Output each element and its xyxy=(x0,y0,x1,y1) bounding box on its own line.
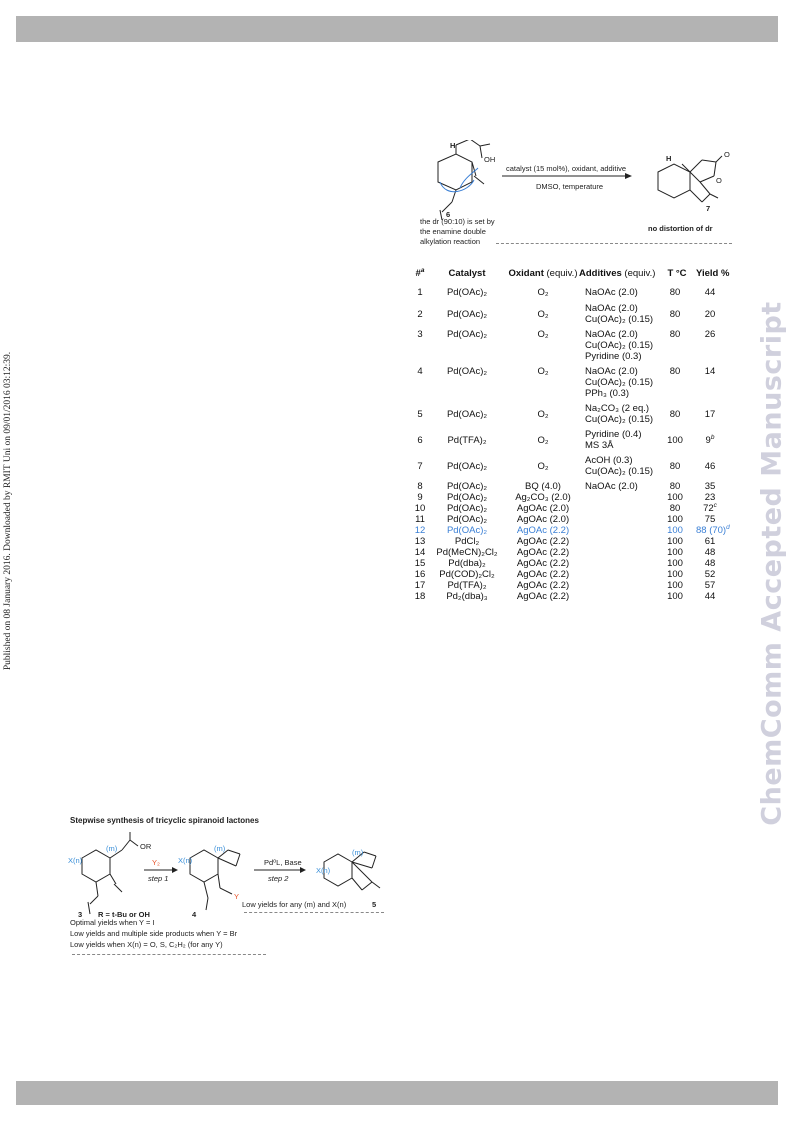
additive-line: Na₂CO₃ (2 eq.) xyxy=(585,403,650,414)
entry-number: 9 xyxy=(417,492,423,503)
catalyst-cell: Pd(COD)₂Cl₂ xyxy=(439,569,495,580)
reaction-scheme-top xyxy=(420,140,770,255)
oxidant-cell: AgOAc (2.2) xyxy=(516,536,570,547)
step2-label: step 2 xyxy=(268,874,289,883)
step1-reagent: Y₂ xyxy=(152,858,160,867)
yield-footnote: d xyxy=(726,524,730,531)
catalyst-cell: Pd(dba)₂ xyxy=(448,558,486,569)
catalyst-cell: Pd(OAc)₂ xyxy=(446,525,488,536)
yield-cell: 88 $(70)^d$ xyxy=(696,524,730,536)
additive-line: Cu(OAc)₂ (0.15) xyxy=(585,314,654,325)
entry-number: 13 xyxy=(414,536,426,547)
or-label: OR xyxy=(140,842,152,851)
no-distortion-note: no distortion of dr xyxy=(648,224,713,233)
y-label-4: Y xyxy=(234,892,240,901)
oxidant-cell: AgOAc (2.0) xyxy=(516,503,570,514)
additives-cell xyxy=(585,455,673,477)
catalyst-cell: Pd(OAc)₂ xyxy=(446,461,488,472)
catalyst-cell: Pd(OAc)₂ xyxy=(446,503,488,514)
carbonyl-o-label: O xyxy=(724,150,730,159)
compound-7-label: 7 xyxy=(706,204,711,213)
temperature-cell: 100 xyxy=(667,558,683,569)
header-additives: Additives (equiv.) xyxy=(579,268,656,279)
footer-bar xyxy=(16,1081,778,1105)
scheme-title: Stepwise synthesis of tricyclic spiranoid lactones xyxy=(70,816,259,825)
dr-note-line3: alkylation reaction xyxy=(420,237,481,246)
yield-cell: 72$^c$ xyxy=(703,502,717,514)
oxidant-cell: AgOAc (2.2) xyxy=(516,547,570,558)
yield-cell: 57 xyxy=(704,580,716,591)
oxidant-cell: O₂ xyxy=(537,309,549,320)
entry-number: 6 xyxy=(417,435,423,446)
compound-3-r-definition: R = t-Bu or OH xyxy=(98,910,150,919)
yield-cell: 35 xyxy=(704,481,716,492)
catalyst-cell: Pd(OAc)₂ xyxy=(446,329,488,340)
additives-cell xyxy=(585,366,673,399)
entry-number: 5 xyxy=(417,409,423,420)
catalyst-cell: PdCl₂ xyxy=(454,536,480,547)
temperature-cell: 100 xyxy=(667,435,683,446)
divider-right xyxy=(244,912,384,913)
oxidant-cell: BQ (4.0) xyxy=(525,481,561,492)
oh-label: OH xyxy=(484,155,496,164)
oxidant-cell: Ag₂CO₃ (2.0) xyxy=(515,492,571,503)
temperature-cell: 80 xyxy=(669,481,681,492)
temperature-cell: 80 xyxy=(669,461,681,472)
oxidant-cell: O₂ xyxy=(537,461,549,472)
compound-4-label: 4 xyxy=(192,910,197,919)
yield-cell: 44 xyxy=(704,287,716,298)
oxidant-cell: AgOAc (2.2) xyxy=(516,525,570,536)
yield-cell: 23 xyxy=(704,492,716,503)
temperature-cell: 100 xyxy=(667,492,683,503)
additives-cell xyxy=(585,403,673,425)
additives-cell xyxy=(585,303,673,325)
additives-cell xyxy=(585,329,673,362)
temperature-cell: 100 xyxy=(667,547,683,558)
yield-cell: 14 xyxy=(704,366,716,377)
temperature-cell: 100 xyxy=(667,514,683,525)
yield-footnote: c xyxy=(713,502,717,509)
divider-bottom xyxy=(72,954,266,955)
additive-line: NaOAc (2.0) xyxy=(585,329,638,340)
note-optimal-yields: Optimal yields when Y = I xyxy=(70,918,155,927)
catalyst-cell: Pd(OAc)₂ xyxy=(446,409,488,420)
entry-number: 16 xyxy=(414,569,426,580)
arrow-conditions-below: DMSO, temperature xyxy=(536,182,604,191)
temperature-cell: 80 xyxy=(669,309,681,320)
entry-number: 8 xyxy=(417,481,423,492)
additive-line: Cu(OAc)₂ (0.15) xyxy=(585,377,654,388)
additive-line: NaOAc (2.0) xyxy=(585,287,638,298)
step1-label: step 1 xyxy=(148,874,169,883)
oxidant-cell: O₂ xyxy=(537,435,549,446)
yield-cell: 26 xyxy=(704,329,716,340)
yield-cell: 17 xyxy=(704,409,716,420)
catalyst-cell: Pd(TFA)₂ xyxy=(447,435,487,446)
additives-cell xyxy=(585,287,673,298)
catalyst-cell: Pd(OAc)₂ xyxy=(446,366,488,377)
accepted-manuscript-watermark: ChemComm Accepted Manuscript xyxy=(756,301,788,826)
additives-cell xyxy=(585,429,673,451)
oxidant-cell: O₂ xyxy=(537,287,549,298)
oxidant-cell: AgOAc (2.2) xyxy=(516,569,570,580)
catalyst-cell: Pd(OAc)₂ xyxy=(446,514,488,525)
yield-cell: 61 xyxy=(704,536,716,547)
header-temperature: T °C xyxy=(667,268,687,279)
entry-number: 3 xyxy=(417,329,423,340)
additive-line: Pyridine (0.4) xyxy=(585,429,642,440)
additives-cell xyxy=(585,481,673,492)
oxidant-cell: AgOAc (2.2) xyxy=(516,591,570,602)
header-entry: #$^a$ xyxy=(415,267,425,279)
arrow-conditions-above: catalyst (15 mol%), oxidant, additive xyxy=(506,164,627,173)
yield-cell: 44 xyxy=(704,591,716,602)
oxidant-cell: AgOAc (2.2) xyxy=(516,580,570,591)
xn-label-3: X(n) xyxy=(68,856,83,865)
header-bar xyxy=(16,16,778,42)
compound-5-label: 5 xyxy=(372,900,377,909)
additive-line: NaOAc (2.0) xyxy=(585,481,638,492)
yield-cell: 20 xyxy=(704,309,716,320)
yield-cell: 48 xyxy=(704,558,716,569)
temperature-cell: 80 xyxy=(669,503,681,514)
yield-cell: 46 xyxy=(704,461,716,472)
oxidant-cell: O₂ xyxy=(537,329,549,340)
additive-line: Cu(OAc)₂ (0.15) xyxy=(585,414,654,425)
compound-6-label: 6 xyxy=(446,210,451,219)
oxidant-cell: O₂ xyxy=(537,409,549,420)
additive-line: Cu(OAc)₂ (0.15) xyxy=(585,340,654,351)
catalyst-cell: Pd(OAc)₂ xyxy=(446,309,488,320)
temperature-cell: 80 xyxy=(669,329,681,340)
temperature-cell: 100 xyxy=(667,536,683,547)
h-atom-label: H xyxy=(450,141,456,150)
xn-label-4: X(n) xyxy=(178,856,193,865)
entry-number: 1 xyxy=(417,287,423,298)
stepwise-synthesis-scheme xyxy=(68,812,388,962)
entry-number: 12 xyxy=(414,525,426,536)
catalyst-cell: Pd₂(dba)₃ xyxy=(446,591,488,602)
oxidant-cell: O₂ xyxy=(537,366,549,377)
catalyst-cell: Pd(OAc)₂ xyxy=(446,481,488,492)
additive-line: NaOAc (2.0) xyxy=(585,303,638,314)
temperature-cell: 100 xyxy=(667,591,683,602)
dr-note-line2: the enamine double xyxy=(420,227,486,236)
xn-label-5: X(n) xyxy=(316,866,331,875)
m-label-5: (m) xyxy=(352,848,364,857)
oxidant-cell: AgOAc (2.0) xyxy=(516,514,570,525)
additive-line: PPh₃ (0.3) xyxy=(585,388,629,399)
yield-cell: 9$^b$ xyxy=(705,434,715,446)
dr-note-line1: the dr (90:10) is set by xyxy=(420,217,495,226)
low-yields-note: Low yields for any (m) and X(n) xyxy=(242,900,347,909)
header-yield: Yield % xyxy=(696,268,730,279)
entry-number: 7 xyxy=(417,461,423,472)
entry-number: 18 xyxy=(414,591,426,602)
oxidant-cell: AgOAc (2.2) xyxy=(516,558,570,569)
compound-3-label: 3 xyxy=(78,910,83,919)
entry-number: 17 xyxy=(414,580,426,591)
entry-number: 10 xyxy=(414,503,426,514)
note-heteroatom-yields: Low yields when X(n) = O, S, C₂H₂ (for any Y) xyxy=(70,940,223,949)
additive-line: AcOH (0.3) xyxy=(585,455,633,466)
entry-number: 11 xyxy=(415,514,425,525)
yield-cell: 75 xyxy=(704,514,716,525)
temperature-cell: 100 xyxy=(667,525,683,536)
additive-line: Cu(OAc)₂ (0.15) xyxy=(585,466,654,477)
product-h-label: H xyxy=(666,154,672,163)
step2-reagent: Pd⁰L, Base xyxy=(264,858,302,867)
lactone-o-label: O xyxy=(716,176,722,185)
yield-cell: 48 xyxy=(704,547,716,558)
temperature-cell: 80 xyxy=(669,366,681,377)
yield-footnote: b xyxy=(710,434,715,441)
entry-number: 15 xyxy=(414,558,426,569)
additive-line: MS 3Å xyxy=(585,440,614,451)
entry-number: 14 xyxy=(414,547,426,558)
temperature-cell: 80 xyxy=(669,409,681,420)
scheme-divider xyxy=(496,243,732,244)
catalyst-cell: Pd(OAc)₂ xyxy=(446,287,488,298)
catalyst-cell: Pd(OAc)₂ xyxy=(446,492,488,503)
catalyst-cell: Pd(TFA)₂ xyxy=(447,580,487,591)
yield-cell: 52 xyxy=(704,569,716,580)
temperature-cell: 100 xyxy=(667,569,683,580)
entry-number: 2 xyxy=(417,309,423,320)
publication-side-note: Published on 08 January 2016. Downloaded by RMIT Uni on 09/01/2016 03:12:39. xyxy=(3,351,13,671)
temperature-cell: 80 xyxy=(669,287,681,298)
catalyst-cell: Pd(MeCN)₂Cl₂ xyxy=(436,547,498,558)
additive-line: Pyridine (0.3) xyxy=(585,351,642,362)
note-br-side-products: Low yields and multiple side products when Y = Br xyxy=(70,929,238,938)
header-catalyst: Catalyst xyxy=(448,268,486,279)
m-label-3: (m) xyxy=(106,844,118,853)
temperature-cell: 100 xyxy=(667,580,683,591)
header-oxidant: Oxidant (equiv.) xyxy=(508,268,578,279)
additive-line: NaOAc (2.0) xyxy=(585,366,638,377)
m-label-4: (m) xyxy=(214,844,226,853)
entry-number: 4 xyxy=(417,366,423,377)
